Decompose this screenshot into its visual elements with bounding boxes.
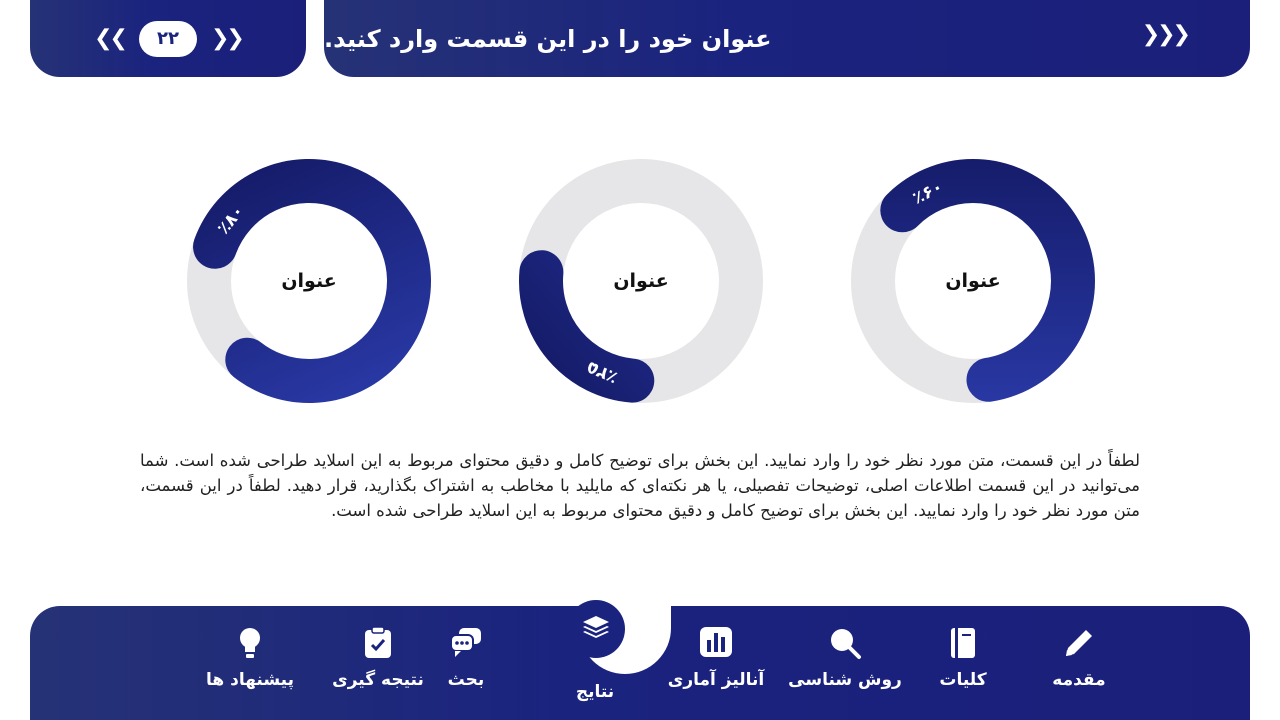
nav-item-statistics[interactable] bbox=[646, 626, 786, 690]
chevrons-right-icon[interactable]: ❯❯ bbox=[211, 26, 242, 51]
nav-label: روش شناسی bbox=[788, 670, 902, 690]
nav-label: کلیات bbox=[939, 670, 987, 690]
bottom-navigation bbox=[30, 606, 1250, 720]
nav-item-discussion[interactable] bbox=[396, 626, 536, 690]
nav-label: مقدمه bbox=[1052, 670, 1106, 690]
donut-title: عنوان bbox=[613, 270, 669, 292]
chevrons-left-icon[interactable]: ❮❮ bbox=[94, 26, 125, 51]
chat-icon bbox=[396, 626, 536, 666]
donut-chart bbox=[516, 156, 766, 406]
percent-label: ٪۶۰ bbox=[909, 176, 947, 209]
nav-item-suggestions[interactable] bbox=[180, 626, 320, 690]
nav-label-results: نتایج bbox=[575, 682, 615, 702]
chevrons-icon: ❮❮❮ bbox=[1141, 22, 1188, 47]
description-text: لطفاً در این قسمت، متن مورد نظر خود را وارد نمایید. این بخش برای توضیح کامل و دقیق محتوای مربوط به این اسلاید طراحی شده است. شما می‌توانید در این قسمت اطلاعات اصلی، توضیحات تفصیلی، یا هر نکته‌ای که مایلید با مخاطب به اشتراک بگذارید، قرار دهید. لطفاً در این قسمت، متن مورد نظر خود را وارد نمایید. این بخش برای توضیح کامل و دقیق محتوای مربوط به این اسلاید طراحی شده است. bbox=[140, 451, 1140, 520]
nav-item-introduction[interactable] bbox=[1009, 626, 1149, 690]
percent-label: ٪۸۰ bbox=[213, 201, 249, 239]
nav-label: پیشنهاد ها bbox=[206, 670, 294, 690]
title-bar bbox=[324, 0, 1250, 77]
nav-label: آنالیز آماری bbox=[667, 670, 765, 690]
page-indicator bbox=[30, 0, 306, 77]
nav-item-results[interactable] bbox=[567, 600, 625, 658]
lightbulb-icon bbox=[180, 626, 320, 666]
donut-title: عنوان bbox=[945, 270, 1001, 292]
page-number: ۲۲ bbox=[139, 21, 197, 57]
donut-title: عنوان bbox=[281, 270, 337, 292]
pencil-icon bbox=[1009, 626, 1149, 666]
nav-label: نتیجه گیری bbox=[332, 670, 424, 690]
donut-chart bbox=[848, 156, 1098, 406]
donut-chart bbox=[184, 156, 434, 406]
nav-label: بحث bbox=[447, 670, 485, 690]
layers-icon bbox=[581, 614, 611, 644]
bar-chart-icon bbox=[646, 626, 786, 666]
percent-label: ٪۲۵ bbox=[584, 356, 621, 388]
page-title: عنوان خود را در این قسمت وارد کنید. bbox=[324, 24, 772, 53]
